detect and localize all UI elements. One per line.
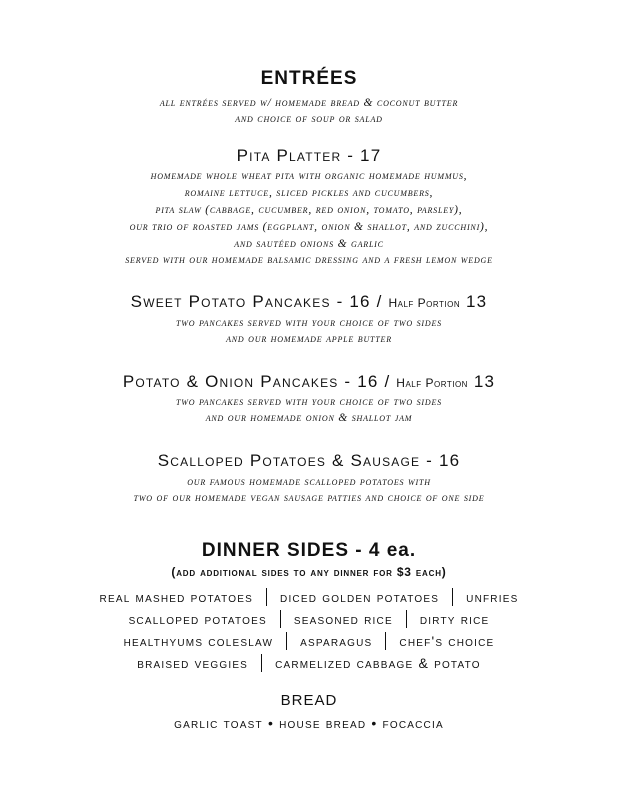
- side-item: unfries: [466, 589, 519, 605]
- item-pita-platter-desc-1: homemade whole wheat pita with organic homemade hummus,: [150, 170, 468, 182]
- bread-item: house bread: [279, 715, 367, 731]
- divider: [286, 632, 287, 650]
- bullet-separator: •: [267, 715, 275, 731]
- sides-row-2: [0, 610, 618, 628]
- dinner-sides-title: DINNER SIDES - 4 ea.: [201, 540, 417, 561]
- entrees-intro-line-1: all entrées served w/ homemade bread & coconut butter: [159, 97, 459, 109]
- divider: [385, 632, 386, 650]
- item-scalloped-potatoes-sausage-desc-1: our famous homemade scalloped potatoes with: [187, 476, 431, 488]
- sides-row-4: [0, 654, 618, 672]
- divider: [406, 610, 407, 628]
- side-item: scalloped potatoes: [128, 611, 267, 627]
- bullet-separator: •: [371, 715, 378, 731]
- bread-item: focaccia: [382, 715, 444, 731]
- item-pita-platter-desc-4: our trio of roasted jams (eggplant, onion & shallot, and zucchini),: [129, 221, 489, 233]
- half-portion-label: Half Portion: [388, 296, 461, 310]
- side-item: asparagus: [300, 633, 373, 649]
- item-pita-platter-desc-6: served with our homemade balsamic dressing and a fresh lemon wedge: [125, 254, 493, 266]
- entrees-title: ENTRÉES: [260, 68, 358, 89]
- item-scalloped-potatoes-sausage-desc-2: two of our homemade vegan sausage patties and choice of one side: [133, 492, 485, 504]
- side-item: real mashed potatoes: [99, 589, 254, 605]
- side-item: healthyums coleslaw: [123, 633, 274, 649]
- entrees-intro-line-2: and choice of soup or salad: [235, 113, 383, 125]
- item-potato-onion-pancakes-desc-2: and our homemade onion & shallot jam: [205, 412, 413, 424]
- item-pita-platter-desc-3: pita slaw (cabbage, cucumber, red onion, tomato, parsley),: [155, 204, 463, 216]
- item-pita-platter-name: Pita Platter - 17: [236, 146, 382, 165]
- half-portion-price: 13: [460, 292, 488, 311]
- item-pita-platter-desc-2: romaine lettuce, sliced pickles and cucumbers,: [184, 187, 434, 199]
- side-item: seasoned rice: [293, 611, 393, 627]
- bread-item: garlic toast: [174, 715, 263, 731]
- divider: [266, 588, 267, 606]
- item-sweet-potato-pancakes-desc-2: and our homemade apple butter: [226, 333, 392, 345]
- sides-row-3: [0, 632, 618, 650]
- side-item: diced golden potatoes: [280, 589, 440, 605]
- divider: [452, 588, 453, 606]
- side-item: carmelized cabbage & potato: [275, 655, 481, 671]
- divider: [280, 610, 281, 628]
- item-potato-onion-pancakes-desc-1: two pancakes served with your choice of two sides: [176, 396, 442, 408]
- side-item: braised veggies: [137, 655, 249, 671]
- item-sweet-potato-pancakes-name: [0, 292, 618, 312]
- item-potato-onion-pancakes-title: Potato & Onion Pancakes - 16 /: [122, 372, 397, 391]
- sides-row-1: [0, 588, 618, 606]
- bread-title: BREAD: [280, 692, 338, 709]
- item-scalloped-potatoes-sausage-name: Scalloped Potatoes & Sausage - 16: [157, 451, 461, 470]
- item-pita-platter-desc-5: and sautéed onions & garlic: [234, 238, 384, 250]
- bread-row: [0, 715, 618, 731]
- side-item: dirty rice: [419, 611, 490, 627]
- half-portion-label: Half Portion: [396, 376, 468, 390]
- item-sweet-potato-pancakes-title: Sweet Potato Pancakes - 16 /: [130, 292, 389, 311]
- divider: [261, 654, 262, 672]
- side-item: chef's choice: [399, 633, 495, 649]
- half-portion-price: 13: [467, 372, 496, 391]
- item-sweet-potato-pancakes-desc-1: two pancakes served with your choice of two sides: [176, 317, 442, 329]
- dinner-sides-note: (add additional sides to any dinner for $3 each): [171, 565, 447, 579]
- item-potato-onion-pancakes-name: [0, 372, 618, 392]
